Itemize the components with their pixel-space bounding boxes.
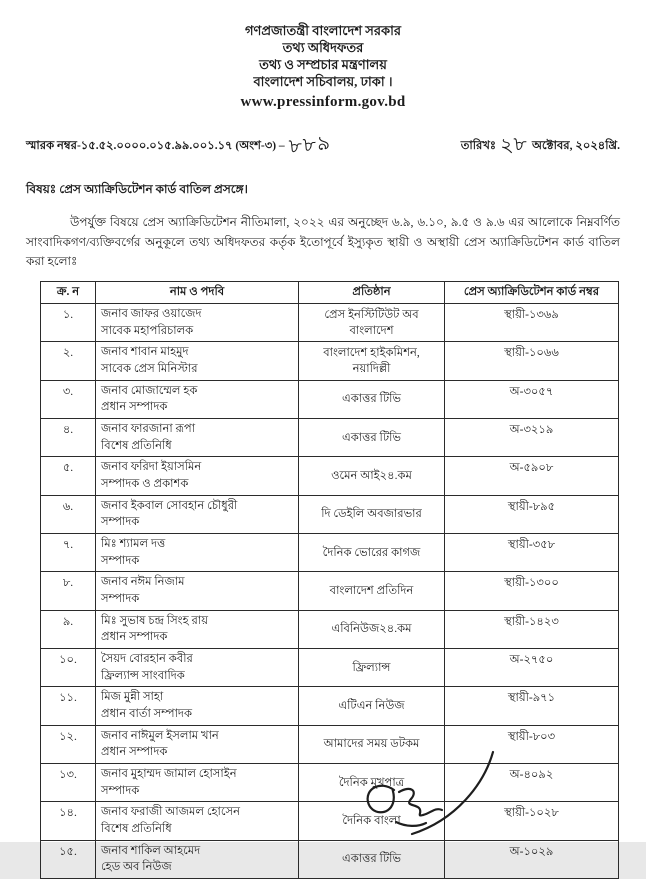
cell-organization: প্রেস ইনস্টিটিউট অব বাংলাদেশ [299,303,445,341]
cell-serial: ৫. [41,457,96,495]
cell-organization: একাত্তর টিভি [299,419,445,457]
person-designation: বিশেষ প্রতিনিধি [101,823,172,836]
person-designation: প্রধান সম্পাদক [101,746,168,759]
person-designation: সম্পাদক [101,516,140,529]
table-row [41,802,619,840]
cell-organization: দৈনিক মুখপাত্র [299,764,445,802]
cell-card-number: অ-২৭৫০ [445,649,619,687]
person-name: মিঃ সুভাষ চন্দ্র সিংহ রায় [101,614,208,627]
table-row [41,840,619,878]
subject-line: বিষয়ঃ প্রেস অ্যাক্রিডিটেশন কার্ড বাতিল প্রসঙ্গে। [26,182,248,197]
cell-card-number: স্থায়ী-৩৫৮ [445,534,619,572]
cell-serial: ১৫. [41,840,96,878]
cell-organization: দি ডেইলি অবজারভার [299,495,445,533]
table-row [41,457,619,495]
letterhead-line-address: বাংলাদেশ সচিবালয়, ঢাকা । [253,74,393,90]
cell-card-number: স্থায়ী-৮০৩ [445,725,619,763]
person-designation: সাবেক মহাপরিচালক [101,324,194,337]
person-designation: বিশেষ প্রতিনিধি [101,439,172,452]
cell-organization: একাত্তর টিভি [299,380,445,418]
person-name: জনাব নঈম নিজাম [101,576,185,589]
person-name: জনাব মুহাম্মদ জামাল হোসাইন [101,768,237,781]
cell-organization: ওমেন আই২৪.কম [299,457,445,495]
cell-organization: একাত্তর টিভি [299,840,445,878]
date-rest: অক্টোবর, ২০২৪খ্রি. [532,140,620,153]
signature-scribble [352,744,502,842]
memo-number [26,128,331,161]
person-name: জনাব ফারজানা রূপা [101,423,196,436]
cell-serial: ১. [41,303,96,341]
table-row [41,342,619,380]
person-designation: প্রধান বার্তা সম্পাদক [101,708,193,721]
memo-row [26,128,620,161]
cell-serial: ২. [41,342,96,380]
cell-serial: ১৪. [41,802,96,840]
person-designation: প্রধান সম্পাদক [101,631,168,644]
cell-organization: দৈনিক ভোরের কাগজ [299,534,445,572]
cell-organization: বাংলাদেশ প্রতিদিন [299,572,445,610]
cell-card-number: স্থায়ী-৮৯৫ [445,495,619,533]
person-designation: ফ্রিল্যান্স সাংবাদিক [101,669,185,682]
cell-serial: ৬. [41,495,96,533]
letterhead-line-government: গণপ্রজাতন্ত্রী বাংলাদেশ সরকার [244,23,402,38]
cell-card-number: স্থায়ী-১৪২৩ [445,610,619,648]
cell-serial: ৮. [41,572,96,610]
table-row [41,380,619,418]
table-header-row [41,281,619,303]
cell-serial: ৪. [41,419,96,457]
person-name: মিঃ শ্যামল দত্ত [101,538,166,551]
person-designation: প্রধান সম্পাদক [101,401,168,414]
table-row [41,725,619,763]
cell-organization: এটিএন নিউজ [299,687,445,725]
header-organization: প্রতিষ্ঠান [299,281,445,303]
cell-name-designation [96,342,299,380]
table-row [41,495,619,533]
table-row [41,649,619,687]
cell-organization: বাংলাদেশ হাইকমিশন, নয়াদিল্লী [299,342,445,380]
person-name: জনাব ইকবাল সোবহান চৌধুরী [101,499,238,512]
cell-name-designation [96,303,299,341]
person-designation: হেড অব নিউজ [101,861,172,874]
cell-serial: ৭. [41,534,96,572]
cell-organization: দৈনিক বাংলা [299,802,445,840]
person-designation: সাবেক প্রেস মিনিস্টার [101,363,198,375]
date-label: তারিখঃ [460,140,497,153]
cell-serial: ১২. [41,725,96,763]
person-designation: সম্পাদক [101,784,140,797]
body-paragraph: উপর্যুক্ত বিষয়ে প্রেস অ্যাক্রিডিটেশন নীতিমালা, ২০২২ এর অনুচ্ছেদ ৬.৯, ৬.১০, ৯.৫ ও ৯.৬ এর আলোকে নিম্নবর্ণিত সাংবাদিকগণ/ব্যক্তিবর্গের অনুকূলে তথ্য অধিদফতর কর্তৃক ইতোপূর্বে ইস্যুকৃত স্থায়ী ও অস্থায়ী প্রেস অ্যাক্রিডিটেশন কার্ড বাতিল করা হলোঃ [26,215,620,268]
table-row [41,610,619,648]
person-name: জনাব ফরাজী আজমল হোসেন [101,806,240,819]
cell-name-designation [96,764,299,802]
cell-name-designation [96,649,299,687]
letterhead-line-department: তথ্য অধিদফতর [282,40,364,56]
cell-card-number: স্থায়ী-৯৭১ [445,687,619,725]
cell-serial: ১৩. [41,764,96,802]
cell-card-number: অ-৫৯০৮ [445,457,619,495]
person-name: সৈয়দ বোরহান কবীর [101,653,193,666]
cell-name-designation [96,725,299,763]
cell-organization: ফ্রিল্যান্স [299,649,445,687]
header-name-designation: নাম ও পদবি [96,281,299,303]
date-day-handwritten: ২৮ [498,131,530,158]
header-serial: ক্র. ন [41,281,96,303]
cell-card-number: স্থায়ী-১০৬৬ [445,342,619,380]
cell-card-number: স্থায়ী-১০২৮ [445,802,619,840]
cell-card-number: স্থায়ী-১৩০০ [445,572,619,610]
cell-name-designation [96,534,299,572]
person-designation: সম্পাদক [101,554,140,567]
cell-name-designation [96,495,299,533]
cell-name-designation [96,610,299,648]
cell-serial: ৯. [41,610,96,648]
person-designation: সম্পাদক ও প্রকাশক [101,478,189,491]
cell-card-number: অ-১০২৯ [445,840,619,878]
person-designation: সম্পাদক [101,593,140,606]
person-name: মিজ মুন্নী সাহা [101,691,164,704]
cell-name-designation [96,687,299,725]
accreditation-cancel-table [40,281,619,879]
table-row [41,687,619,725]
table-row [41,303,619,341]
cell-name-designation [96,380,299,418]
cell-serial: ১০. [41,649,96,687]
letterhead-line-ministry: তথ্য ও সম্প্রচার মন্ত্রণালয় [259,57,387,73]
person-name: জনাব নাঈমুল ইসলাম খান [101,729,219,742]
table-row [41,572,619,610]
letterhead [0,0,646,112]
letterhead-website: www.pressinform.gov.bd [240,93,406,110]
person-name: জনাব ফরিদা ইয়াসমিন [101,461,202,474]
person-name: জনাব শাকিল আহমেদ [101,844,201,857]
cell-serial: ১১. [41,687,96,725]
cell-organization: আমাদের সময় ডটকম [299,725,445,763]
memo-date [461,128,620,161]
cell-name-designation [96,572,299,610]
cell-card-number: অ-৪০৯২ [445,764,619,802]
table-row [41,419,619,457]
table-row [41,534,619,572]
memo-number-label: স্মারক নম্বর-১৫.৫২.০০০০.০১৫.৯৯.০০১.১৭ (অংশ-৩) – [26,140,285,153]
header-card-number: প্রেস অ্যাক্রিডিটেশন কার্ড নম্বর [445,281,619,303]
cell-card-number: অ-৩২১৯ [445,419,619,457]
person-name: জনাব জাফর ওয়াজেদ [101,307,202,320]
cell-organization: এবিনিউজ২৪.কম [299,610,445,648]
cell-card-number: অ-৩০৫৭ [445,380,619,418]
cell-card-number: স্থায়ী-১৩৬৯ [445,303,619,341]
table-body [41,303,619,878]
cell-name-designation [96,802,299,840]
cell-name-designation [96,457,299,495]
cell-name-designation [96,419,299,457]
cell-name-designation [96,840,299,878]
memo-number-handwritten: ৮৮৯ [287,130,332,159]
cell-serial: ৩. [41,380,96,418]
person-name: জনাব মোজাম্মেল হক [101,384,198,397]
table-row [41,764,619,802]
person-name: জনাব শাবান মাহমুদ [101,346,189,359]
